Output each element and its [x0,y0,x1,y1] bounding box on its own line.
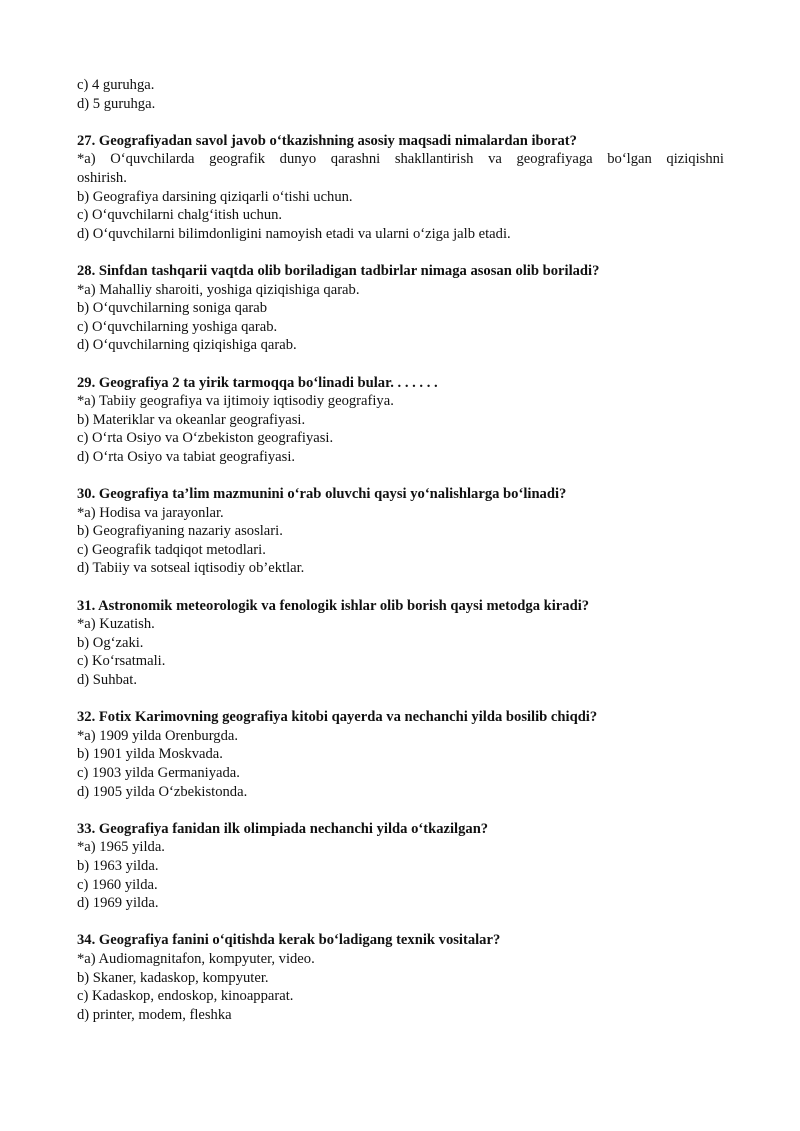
question-title: 28. Sinfdan tashqarii vaqtda olib boriladigan tadbirlar nimaga asosan olib boriladi? [77,262,600,279]
option-d: d) O‘quvchilarning qiziqishiga qarab. [77,337,297,354]
option-d: d) Tabiiy va sotseal iqtisodiy ob’ektlar. [77,560,305,577]
question-27 [77,132,724,244]
option-a: *a) 1965 yilda. [77,839,165,856]
option-d: d) printer, modem, fleshka [77,1006,232,1023]
document-page [77,76,724,1024]
option-b: b) Og‘zaki. [77,634,144,651]
question-title: 33. Geografiya fanidan ilk olimpiada nechanchi yilda o‘tkazilgan? [77,820,489,837]
option-a: *a) 1909 yilda Orenburgda. [77,727,239,744]
option-a: *a) Audiomagnitafon, kompyuter, video. [77,950,315,967]
question-32 [77,708,724,801]
question-29 [77,374,724,467]
intro-options [77,76,724,113]
option-c: c) Kadaskop, endoskop, kinoapparat. [77,988,294,1005]
option-a: *a) Hodisa va jarayonlar. [77,504,224,521]
option-b: b) 1963 yilda. [77,857,159,874]
option-a-line2: oshirish. [77,169,127,186]
option-c: c) Ko‘rsatmali. [77,653,166,670]
option-d: d) 1905 yilda O‘zbekistonda. [77,783,248,800]
option-c: c) 1960 yilda. [77,876,158,893]
option-a: *a) Tabiiy geografiya va ijtimoiy iqtisodiy geografiya. [77,393,394,410]
option-b: b) O‘quvchilarning soniga qarab [77,300,268,317]
option-c: c) 1903 yilda Germaniyada. [77,764,240,781]
option-d: d) Suhbat. [77,672,137,688]
option-d: d) 1969 yilda. [77,895,159,912]
question-title: 34. Geografiya fanini o‘qitishda kerak bo‘ladigang texnik vositalar? [77,932,501,949]
option-b: b) Materiklar va okeanlar geografiyasi. [77,411,306,428]
question-title: 31. Astronomik meteorologik va fenologik ishlar olib borish qaysi metodga kiradi? [77,597,590,614]
option-c: c) O‘rta Osiyo va O‘zbekiston geografiyasi. [77,430,334,447]
question-title: 29. Geografiya 2 ta yirik tarmoqqa bo‘linadi bular. . . . . . . [77,374,438,391]
question-33 [77,820,724,913]
question-30 [77,485,724,578]
option-d: d) O‘quvchilarni bilimdonligini namoyish etadi va ularni o‘ziga jalb etadi. [77,225,511,242]
option-d: d) 5 guruhga. [77,95,156,112]
option-d: d) O‘rta Osiyo va tabiat geografiyasi. [77,448,296,465]
option-c: c) O‘quvchilarning yoshiga qarab. [77,318,278,335]
question-title: 27. Geografiyadan savol javob o‘tkazishning asosiy maqsadi nimalardan iborat? [77,132,577,149]
option-b: b) Geografiya darsining qiziqarli o‘tishi uchun. [77,188,353,205]
option-a: *a) Mahalliy sharoiti, yoshiga qiziqishiga qarab. [77,281,360,298]
question-31 [77,597,724,690]
option-c: c) O‘quvchilarni chalg‘itish uchun. [77,207,283,224]
question-title: 30. Geografiya ta’lim mazmunini o‘rab oluvchi qaysi yo‘nalishlarga bo‘linadi? [77,486,567,503]
option-b: b) 1901 yilda Moskvada. [77,746,223,763]
option-b: b) Geografiyaning nazariy asoslari. [77,523,283,540]
question-28 [77,262,724,355]
option-a-line1: *a) O‘quvchilarda geografik dunyo qarashni shakllantirish va geografiyaga bo‘lgan qiziqishni [77,151,724,168]
question-title: 32. Fotix Karimovning geografiya kitobi qayerda va nechanchi yilda bosilib chiqdi? [77,709,598,726]
question-34 [77,931,724,1024]
option-b: b) Skaner, kadaskop, kompyuter. [77,969,269,986]
option-c: c) Geografik tadqiqot metodlari. [77,541,266,558]
option-a: *a) Kuzatish. [77,616,155,633]
option-c: c) 4 guruhga. [77,77,155,93]
